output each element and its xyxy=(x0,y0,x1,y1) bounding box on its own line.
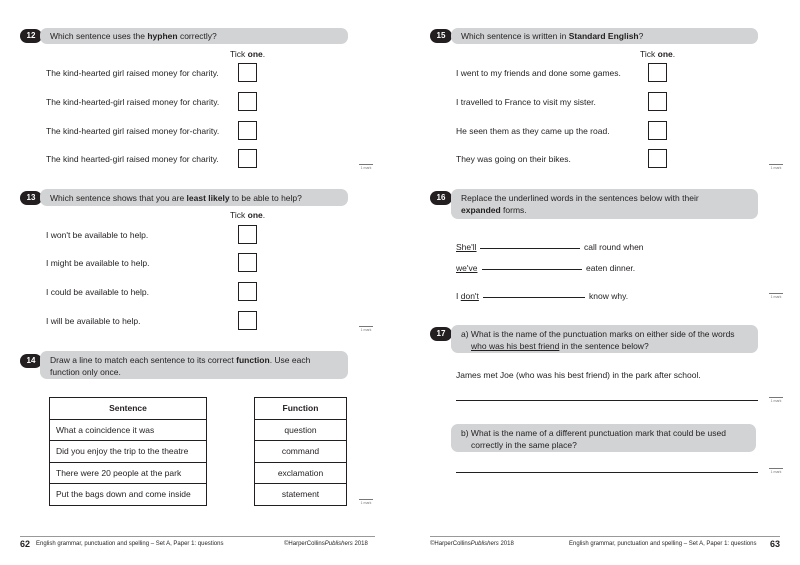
footer-copyright-left: ©HarperCollinsPublishers 2018 xyxy=(284,541,368,547)
q15-option-2: I travelled to France to visit my sister. xyxy=(456,97,596,107)
function-cell: statement xyxy=(255,484,347,506)
function-header: Function xyxy=(255,398,347,420)
q14-mark-label: 1 mark xyxy=(360,501,372,505)
q16-answer-line-3[interactable] xyxy=(483,297,585,298)
tick-one-label: Tick one. xyxy=(230,210,266,220)
sentence-cell: There were 20 people at the park xyxy=(50,462,207,484)
question-17-part-b-prompt: b) What is the name of a different punctuation mark that could be used correctly in the same place? xyxy=(451,424,756,452)
q15-option-4: They was going on their bikes. xyxy=(456,154,571,164)
q13-option-3: I could be available to help. xyxy=(46,287,150,297)
q12-option-4: The kind hearted-girl raised money for charity. xyxy=(46,154,219,164)
sentence-cell: What a coincidence it was xyxy=(50,419,207,441)
question-16-number: 16 xyxy=(430,191,452,205)
question-17-number: 17 xyxy=(430,327,452,341)
question-15-prompt: Which sentence is written in Standard English? xyxy=(451,28,758,44)
q17-sentence: James met Joe (who was his best friend) in the park after school. xyxy=(456,370,701,380)
q17a-answer-line[interactable] xyxy=(456,400,758,401)
q17a-mark-label: 1 mark xyxy=(770,399,782,403)
q12-tick-box-3[interactable] xyxy=(238,121,257,140)
question-13-prompt: Which sentence shows that you are least likely to be able to help? xyxy=(40,189,348,206)
q15-option-1: I went to my friends and done some games. xyxy=(456,68,621,78)
q15-mark-label: 1 mark xyxy=(770,166,782,170)
q13-mark-label: 1 mark xyxy=(360,328,372,332)
question-14-number: 14 xyxy=(20,354,42,368)
footer-copyright-right: ©HarperCollinsPublishers 2018 xyxy=(430,541,514,547)
page-number-left: 62 xyxy=(20,539,31,549)
q12-tick-box-4[interactable] xyxy=(238,149,257,168)
tick-one-label: Tick one. xyxy=(230,49,266,59)
sentence-table xyxy=(49,397,207,506)
q13-option-2: I might be available to help. xyxy=(46,258,150,268)
tick-one-label: Tick one. xyxy=(640,49,676,59)
page-number-right: 63 xyxy=(770,539,781,549)
q16-item-1-rest: call round when xyxy=(584,242,644,252)
q12-tick-box-1[interactable] xyxy=(238,63,257,82)
q12-option-2: The kind-hearted-girl raised money for charity. xyxy=(46,97,220,107)
question-16-prompt: Replace the underlined words in the sentences below with their expanded forms. xyxy=(451,189,758,219)
q15-tick-box-3[interactable] xyxy=(648,121,667,140)
q15-option-3: He seen them as they came up the road. xyxy=(456,126,610,136)
q15-tick-box-4[interactable] xyxy=(648,149,667,168)
q16-answer-line-1[interactable] xyxy=(480,248,580,249)
q16-item-3-rest: know why. xyxy=(589,291,629,301)
sentence-cell: Did you enjoy the trip to the theatre xyxy=(50,441,207,463)
function-table xyxy=(254,397,347,506)
q12-mark-label: 1 mark xyxy=(360,166,372,170)
q16-answer-line-2[interactable] xyxy=(482,269,582,270)
q12-option-3: The kind-hearted girl raised money for-charity. xyxy=(46,126,220,136)
function-cell: question xyxy=(255,419,347,441)
function-cell: exclamation xyxy=(255,462,347,484)
q17b-mark-label: 1 mark xyxy=(770,470,782,474)
q12-tick-box-2[interactable] xyxy=(238,92,257,111)
q12-option-1: The kind-hearted girl raised money for charity. xyxy=(46,68,219,78)
q13-option-1: I won't be available to help. xyxy=(46,230,149,240)
sentence-header: Sentence xyxy=(50,398,207,420)
q13-tick-box-3[interactable] xyxy=(238,282,257,301)
question-12-prompt: Which sentence uses the hyphen correctly? xyxy=(40,28,348,44)
question-13-number: 13 xyxy=(20,191,42,205)
footer-title-left: English grammar, punctuation and spelling – Set A, Paper 1: questions xyxy=(36,541,224,547)
q16-item-2-rest: eaten dinner. xyxy=(586,263,636,273)
sentence-cell: Put the bags down and come inside xyxy=(50,484,207,506)
question-15-number: 15 xyxy=(430,29,452,43)
q16-item-2: we've xyxy=(456,263,478,273)
q17b-answer-line[interactable] xyxy=(456,472,758,473)
question-17-part-a-prompt: a) What is the name of the punctuation marks on either side of the words who was his best friend in the sentence below? xyxy=(451,325,758,353)
q16-mark-label: 1 mark xyxy=(770,295,782,299)
footer-rule-left xyxy=(20,536,375,537)
q13-tick-box-4[interactable] xyxy=(238,311,257,330)
function-cell: command xyxy=(255,441,347,463)
q13-option-4: I will be available to help. xyxy=(46,316,141,326)
q15-tick-box-2[interactable] xyxy=(648,92,667,111)
question-14-prompt: Draw a line to match each sentence to its correct function. Use each function only once. xyxy=(40,351,348,379)
q16-item-3: I don't xyxy=(456,291,479,301)
footer-rule-right xyxy=(430,536,780,537)
q13-tick-box-2[interactable] xyxy=(238,253,257,272)
q13-tick-box-1[interactable] xyxy=(238,225,257,244)
question-12-number: 12 xyxy=(20,29,42,43)
q16-item-1: She'll xyxy=(456,242,477,252)
footer-title-right: English grammar, punctuation and spelling – Set A, Paper 1: questions xyxy=(569,541,757,547)
q15-tick-box-1[interactable] xyxy=(648,63,667,82)
